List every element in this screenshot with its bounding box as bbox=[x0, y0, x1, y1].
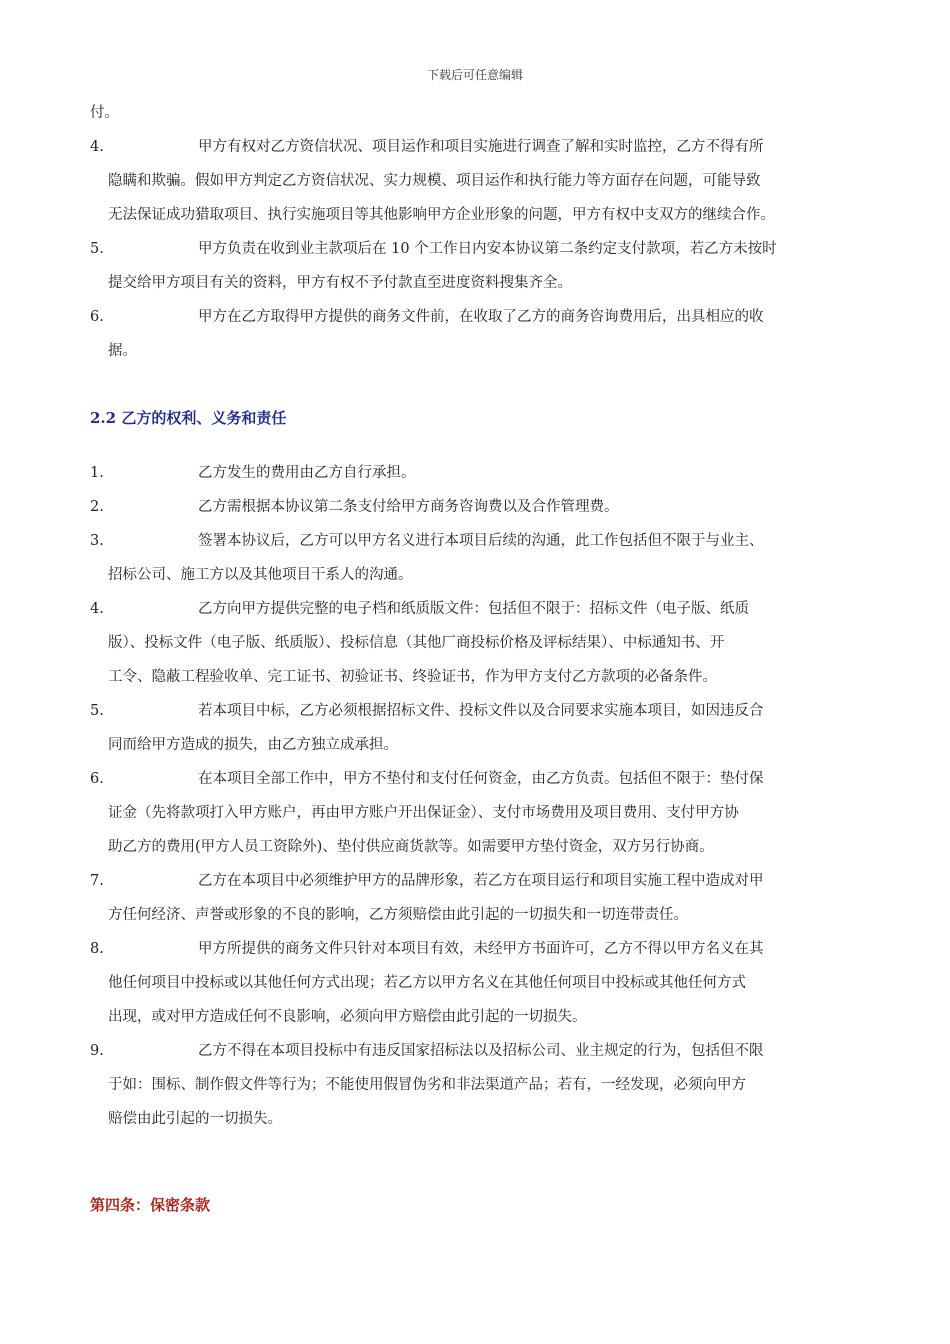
clause-line bbox=[90, 524, 860, 558]
clause-text: 助乙方的费用(甲方人员工资除外)、垫付供应商货款等。如需要甲方垫付资金，双方另行协商。 bbox=[108, 839, 714, 855]
clause-line bbox=[90, 1000, 860, 1034]
clause-line bbox=[90, 164, 860, 198]
clause-line bbox=[90, 300, 860, 334]
section-2-2-title: 2.2 乙方的权利、义务和责任 bbox=[90, 409, 287, 427]
clause-number: 4. bbox=[90, 601, 104, 617]
clause-line bbox=[90, 830, 860, 864]
clause-line bbox=[90, 1102, 860, 1136]
clause-list-party-a bbox=[90, 96, 860, 368]
clause-text: 出现，或对甲方造成任何不良影响，必须向甲方赔偿由此引起的一切损失。 bbox=[108, 1009, 587, 1025]
clause-text: 乙方发生的费用由乙方自行承担。 bbox=[198, 465, 416, 481]
clause-text: 工令、隐蔽工程验收单、完工证书、初验证书、终验证书，作为甲方支付乙方款项的必备条件。 bbox=[108, 669, 717, 685]
clause-item bbox=[90, 932, 860, 1034]
clause-item bbox=[90, 490, 860, 524]
clause-text: 若本项目中标，乙方必须根据招标文件、投标文件以及合同要求实施本项目，如因违反合 bbox=[198, 703, 764, 719]
clause-number: 1. bbox=[90, 465, 104, 481]
clause-text: 甲方所提供的商务文件只针对本项目有效，未经甲方书面许可，乙方不得以甲方名义在其 bbox=[198, 941, 764, 957]
clause-text: 方任何经济、声誉或形象的不良的影响，乙方须赔偿由此引起的一切损失和一切连带责任。 bbox=[108, 907, 688, 923]
clause-line bbox=[90, 864, 860, 898]
clause-line bbox=[90, 660, 860, 694]
clause-text: 隐瞒和欺骗。假如甲方判定乙方资信状况、实力规模、项目运作和执行能力等方面存在问题，可能导致 bbox=[108, 173, 761, 189]
clause-line bbox=[90, 198, 860, 232]
clause-item bbox=[90, 456, 860, 490]
clause-text: 甲方负责在收到业主款项后在 10 个工作日内安本协议第二条约定支付款项，若乙方未按时 bbox=[198, 241, 777, 257]
clause-text: 乙方在本项目中必须维护甲方的品牌形象，若乙方在项目运行和项目实施工程中造成对甲 bbox=[198, 873, 764, 889]
clause-text: 无法保证成功猎取项目、执行实施项目等其他影响甲方企业形象的问题，甲方有权中支双方的继续合作。 bbox=[108, 207, 775, 223]
clause-number: 5. bbox=[90, 241, 104, 257]
clause-line bbox=[90, 728, 860, 762]
section-4-title: 第四条：保密条款 bbox=[90, 1196, 211, 1214]
clause-text: 他任何项目中投标或以其他任何方式出现；若乙方以甲方名义在其他任何项目中投标或其他任何方式 bbox=[108, 975, 746, 991]
clause-line bbox=[90, 932, 860, 966]
clause-line bbox=[90, 96, 860, 130]
clause-text: 付。 bbox=[90, 105, 119, 121]
clause-number: 9. bbox=[90, 1043, 104, 1059]
clause-item bbox=[90, 694, 860, 762]
clause-number: 7. bbox=[90, 873, 104, 889]
clause-list-party-b bbox=[90, 456, 860, 1136]
clause-text: 提交给甲方项目有关的资料，甲方有权不予付款直至进度资料搜集齐全。 bbox=[108, 275, 572, 291]
clause-line bbox=[90, 592, 860, 626]
clause-item bbox=[90, 1034, 860, 1136]
clause-line bbox=[90, 796, 860, 830]
clause-line bbox=[90, 1034, 860, 1068]
clause-text: 签署本协议后，乙方可以甲方名义进行本项目后续的沟通，此工作包括但不限于与业主、 bbox=[198, 533, 764, 549]
clause-line bbox=[90, 558, 860, 592]
clause-line bbox=[90, 334, 860, 368]
clause-number: 5. bbox=[90, 703, 104, 719]
clause-text: 赔偿由此引起的一切损失。 bbox=[108, 1111, 282, 1127]
clause-item bbox=[90, 130, 860, 232]
clause-item bbox=[90, 592, 860, 694]
clause-item bbox=[90, 762, 860, 864]
clause-line bbox=[90, 762, 860, 796]
clause-number: 6. bbox=[90, 771, 104, 787]
clause-text: 乙方需根据本协议第二条支付给甲方商务咨询费以及合作管理费。 bbox=[198, 499, 619, 515]
clause-text: 乙方向甲方提供完整的电子档和纸质版文件：包括但不限于：招标文件（电子版、纸质 bbox=[198, 601, 749, 617]
clause-line bbox=[90, 898, 860, 932]
clause-item bbox=[90, 96, 860, 130]
clause-line bbox=[90, 1068, 860, 1102]
clause-line bbox=[90, 266, 860, 300]
clause-text: 甲方在乙方取得甲方提供的商务文件前，在收取了乙方的商务咨询费用后，出具相应的收 bbox=[198, 309, 764, 325]
clause-number: 3. bbox=[90, 533, 104, 549]
clause-line bbox=[90, 456, 860, 490]
clause-item bbox=[90, 232, 860, 300]
clause-line bbox=[90, 130, 860, 164]
clause-number: 6. bbox=[90, 309, 104, 325]
clause-text: 乙方不得在本项目投标中有违反国家招标法以及招标公司、业主规定的行为，包括但不限 bbox=[198, 1043, 764, 1059]
clause-line bbox=[90, 232, 860, 266]
clause-item bbox=[90, 300, 860, 368]
clause-text: 版）、投标文件（电子版、纸质版）、投标信息（其他厂商投标价格及评标结果）、中标通知书、开 bbox=[108, 635, 725, 651]
clause-line bbox=[90, 966, 860, 1000]
clause-item bbox=[90, 864, 860, 932]
clause-text: 招标公司、施工方以及其他项目干系人的沟通。 bbox=[108, 567, 413, 583]
clause-number: 8. bbox=[90, 941, 104, 957]
clause-text: 在本项目全部工作中，甲方不垫付和支付任何资金，由乙方负责。包括但不限于：垫付保 bbox=[198, 771, 764, 787]
clause-text: 甲方有权对乙方资信状况、项目运作和项目实施进行调查了解和实时监控，乙方不得有所 bbox=[198, 139, 764, 155]
page-header: 下载后可任意编辑 bbox=[426, 68, 523, 82]
clause-text: 证金（先将款项打入甲方账户，再由甲方账户开出保证金）、支付市场费用及项目费用、支付甲方协 bbox=[108, 805, 739, 821]
clause-text: 同而给甲方造成的损失，由乙方独立成承担。 bbox=[108, 737, 398, 753]
clause-text: 于如：围标、制作假文件等行为；不能使用假冒伪劣和非法渠道产品；若有，一经发现，必须向甲方 bbox=[108, 1077, 746, 1093]
clause-line bbox=[90, 694, 860, 728]
clause-line bbox=[90, 490, 860, 524]
clause-item bbox=[90, 524, 860, 592]
clause-number: 4. bbox=[90, 139, 104, 155]
clause-text: 据。 bbox=[108, 343, 137, 359]
clause-line bbox=[90, 626, 860, 660]
clause-number: 2. bbox=[90, 499, 104, 515]
